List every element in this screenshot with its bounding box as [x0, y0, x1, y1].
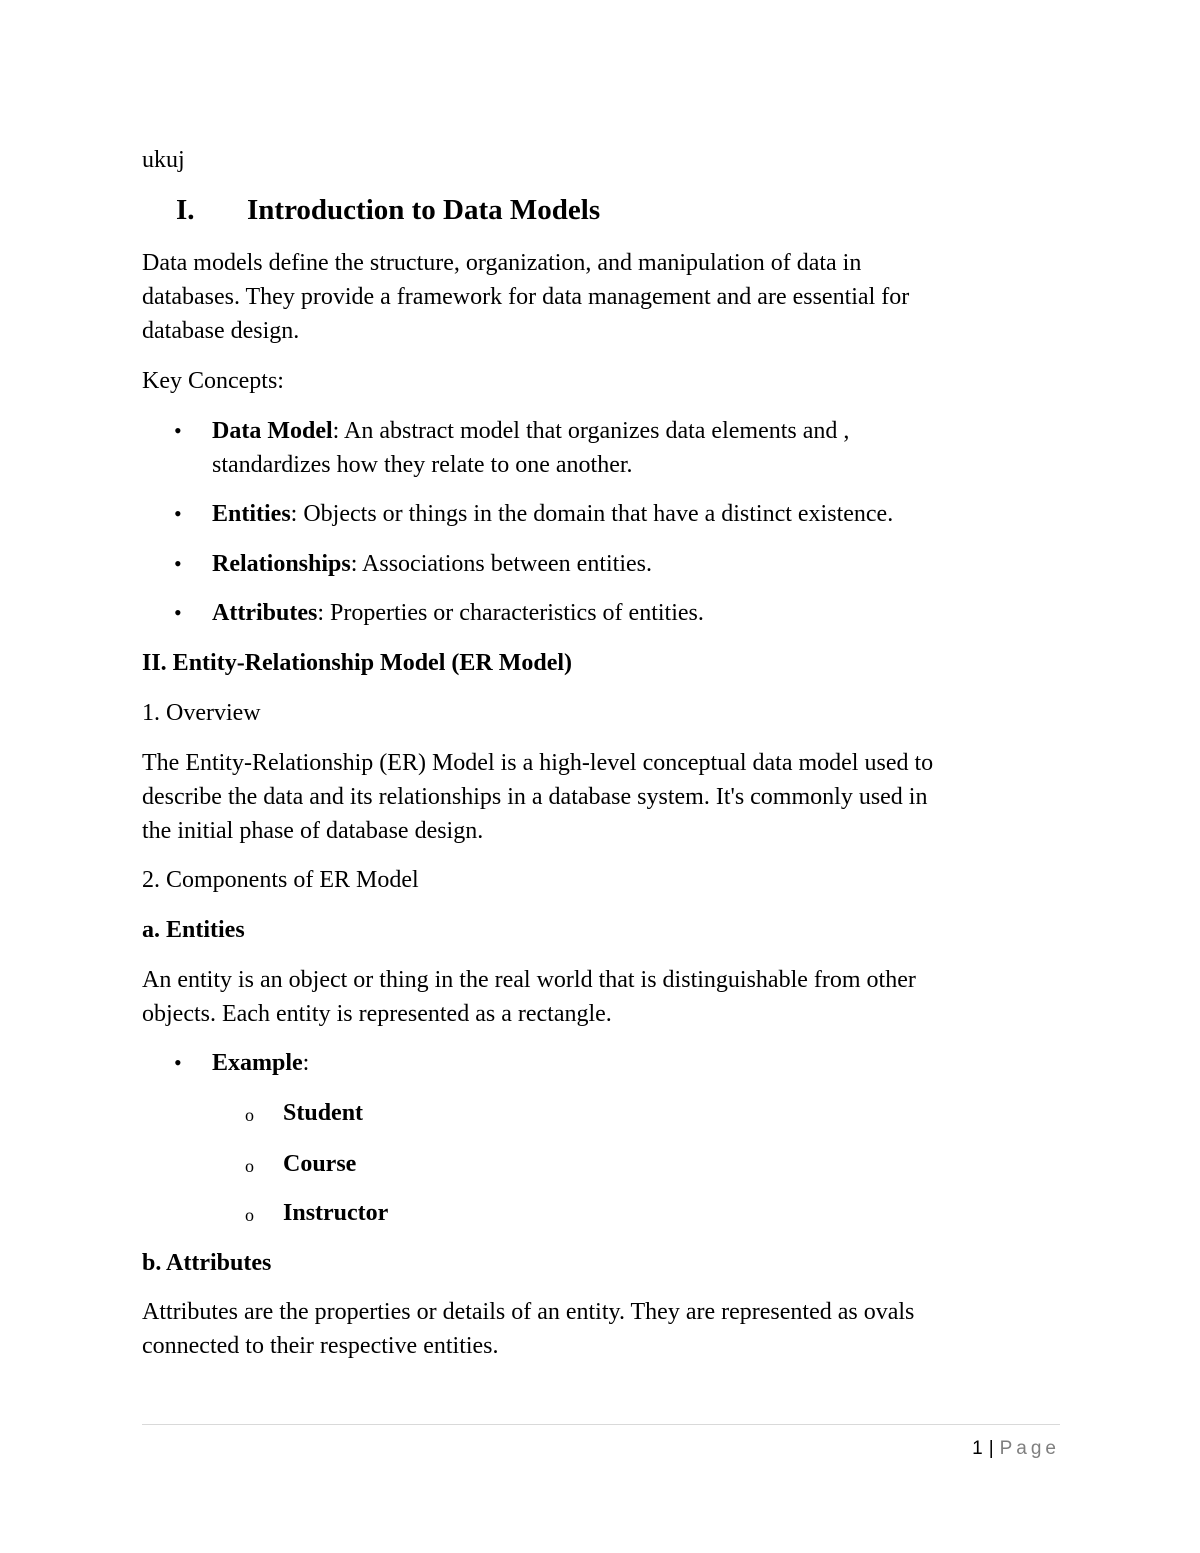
example-label: Example	[212, 1050, 303, 1076]
section-1-number: I.	[176, 194, 195, 226]
attributes-heading: b. Attributes	[142, 1250, 272, 1276]
footer-divider	[142, 1424, 1060, 1425]
footer-separator: |	[988, 1438, 994, 1459]
entities-heading: a. Entities	[142, 917, 245, 943]
sub-bullet-icon: o	[245, 1205, 254, 1225]
bullet-icon: •	[174, 1050, 182, 1075]
header-text: ukuj	[142, 147, 185, 173]
page-label: Page	[999, 1438, 1060, 1459]
bullet-icon: •	[174, 501, 182, 526]
concept-desc: : Properties or characteristics of entities.	[317, 600, 704, 626]
intro-paragraph-line-2: databases. They provide a framework for data management and are essential for	[142, 284, 910, 310]
entities-line-1: An entity is an object or thing in the real world that is distinguishable from other	[142, 967, 916, 993]
concept-desc-line-2: standardizes how they relate to one another.	[212, 452, 633, 478]
bullet-icon: •	[174, 600, 182, 625]
example-colon: :	[302, 1050, 310, 1076]
concept-term: Attributes	[212, 600, 318, 626]
section-2-heading: II. Entity-Relationship Model (ER Model)	[142, 650, 573, 676]
intro-paragraph-line-1: Data models define the structure, organization, and manipulation of data in	[142, 250, 862, 276]
sub-bullet-icon: o	[245, 1105, 254, 1125]
page-footer	[972, 1432, 1060, 1466]
page-number: 1	[972, 1438, 983, 1459]
sub-bullet-icon: o	[245, 1156, 254, 1176]
example-instructor: Instructor	[283, 1200, 389, 1226]
bullet-icon: •	[174, 418, 182, 443]
overview-label: 1. Overview	[142, 700, 261, 726]
example-course: Course	[283, 1151, 357, 1177]
concept-term: Entities	[212, 501, 291, 527]
intro-paragraph-line-3: database design.	[142, 318, 300, 344]
overview-line-1: The Entity-Relationship (ER) Model is a high-level conceptual data model used to	[142, 750, 934, 776]
example-student: Student	[283, 1100, 364, 1126]
section-1-title: Introduction to Data Models	[247, 194, 601, 226]
overview-line-2: describe the data and its relationships in a database system. It's commonly used in	[142, 784, 928, 810]
entities-line-2: objects. Each entity is represented as a rectangle.	[142, 1001, 612, 1027]
concept-desc: : Objects or things in the domain that have a distinct existence.	[290, 501, 894, 527]
attributes-line-1: Attributes are the properties or details of an entity. They are represented as ovals	[142, 1299, 915, 1325]
concept-desc: : An abstract model that organizes data elements and ,	[332, 418, 850, 444]
components-label: 2. Components of ER Model	[142, 867, 419, 893]
concept-desc: : Associations between entities.	[350, 551, 652, 577]
section-1-heading	[142, 193, 842, 227]
bullet-icon: •	[174, 551, 182, 576]
key-concepts-label: Key Concepts:	[142, 368, 284, 394]
overview-line-3: the initial phase of database design.	[142, 818, 484, 844]
concept-term: Relationships	[212, 551, 351, 577]
attributes-line-2: connected to their respective entities.	[142, 1333, 499, 1359]
concept-term: Data Model	[212, 418, 333, 444]
